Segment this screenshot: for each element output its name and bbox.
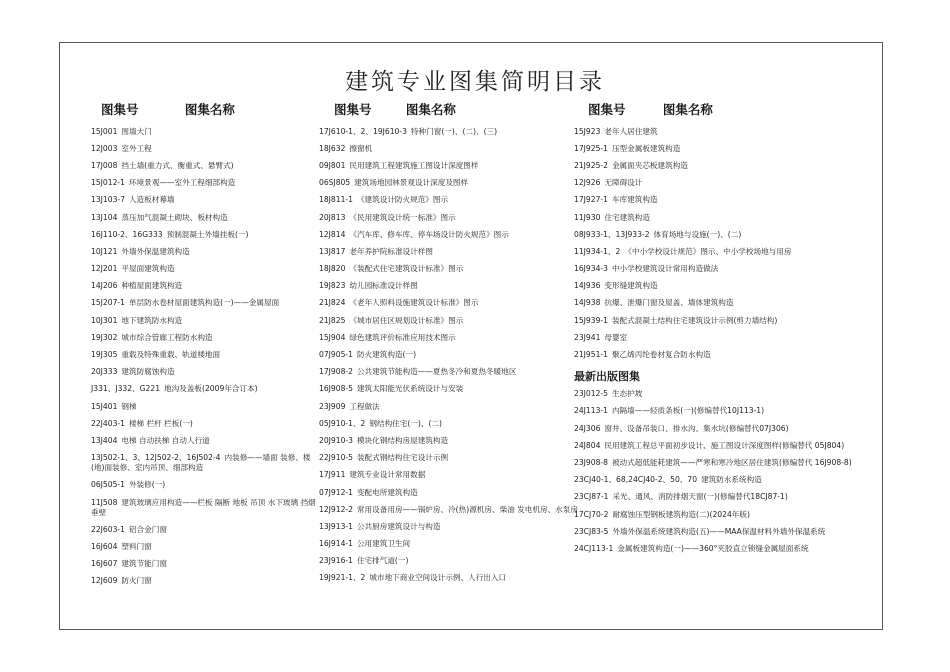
entry-name: 公共建筑节能构造——夏热冬冷和夏热冬暖地区 (356, 367, 517, 377)
column-header (319, 100, 581, 121)
column-2 (319, 100, 581, 587)
entry-list (319, 123, 581, 587)
catalog-entry (91, 123, 321, 140)
entry-code: 15J001 (91, 126, 118, 136)
entry-name: 绿色建筑评价标准应用技术图示 (349, 332, 456, 342)
catalog-entry (319, 467, 581, 484)
catalog-entry (574, 140, 866, 157)
catalog-entry (574, 489, 866, 506)
entry-name: 金属板建筑构造(一)——360°夹胶直立锁缝金属屋面系统 (617, 543, 809, 553)
catalog-entry (319, 123, 581, 140)
catalog-entry (574, 312, 866, 329)
entry-code: 15J207-1 (91, 298, 125, 308)
entry-code: 11J508 (91, 497, 118, 507)
catalog-entry (319, 226, 581, 243)
header-code: 图集号 (588, 102, 626, 117)
catalog-entry (574, 540, 866, 557)
entry-name: 单层防水卷材屋面建筑构造(一)——金属屋面 (128, 298, 280, 308)
entry-code: 23CJ87-1 (574, 492, 609, 502)
entry-code: 12J609 (91, 576, 118, 586)
catalog-entry (91, 329, 321, 346)
catalog-entry (319, 570, 581, 587)
entry-name: 生态护坡 (611, 389, 643, 399)
entry-name: 窗井、设备吊装口、排水沟、集水坑(修编替代07J306) (604, 423, 789, 433)
catalog-entry (91, 415, 321, 432)
catalog-entry (319, 175, 581, 192)
entry-code: 17J610-1、2、19J610-3 (319, 126, 407, 136)
catalog-entry (319, 518, 581, 535)
column-3 (574, 100, 866, 558)
entry-name: 内隔墙——轻质条板(一)(修编替代10J113-1) (611, 406, 765, 416)
catalog-entry (574, 437, 866, 454)
catalog-entry (319, 553, 581, 570)
entry-code: 19J302 (91, 332, 118, 342)
entry-name: 铝合金门窗 (128, 524, 167, 534)
catalog-entry (319, 140, 581, 157)
catalog-entry (319, 346, 581, 363)
page-title: 建筑专业图集简明目录 (345, 69, 605, 95)
entry-code: 10J121 (91, 246, 118, 256)
entry-name: 《汽车库、修车库、停车场设计防火规范》图示 (349, 229, 509, 239)
entry-name: 工程做法 (349, 401, 380, 411)
entry-code: 17J927-1 (574, 195, 608, 205)
catalog-entry (319, 209, 581, 226)
catalog-entry (574, 226, 866, 243)
entry-name: 体育场地与设施(一)、(二) (653, 229, 742, 239)
catalog-entry (574, 278, 866, 295)
entry-code: 16J934-3 (574, 264, 608, 274)
catalog-entry (319, 381, 581, 398)
entry-code: 23J941 (574, 332, 601, 342)
catalog-entry (91, 364, 321, 381)
entry-name: 楼梯 栏杆 栏板(一) (128, 418, 193, 428)
entry-code: 19J823 (319, 281, 346, 291)
catalog-entry (319, 243, 581, 260)
entry-code: 09J801 (319, 160, 346, 170)
catalog-entry (91, 226, 321, 243)
catalog-entry (319, 536, 581, 553)
catalog-entry (574, 295, 866, 312)
entry-name: 塑料门窗 (121, 541, 152, 551)
entry-code: 12J814 (319, 229, 346, 239)
entry-name: 内装修——墙面 装修、楼(地)面装修、室内吊顶、细部构造 (91, 453, 311, 473)
entry-code: 22J910-5 (319, 453, 353, 463)
entry-code: 23CJ83-5 (574, 526, 609, 536)
entry-code: 06SJ805 (319, 178, 351, 188)
entry-code: 15J939-1 (574, 315, 608, 325)
column-header (91, 100, 321, 121)
entry-code: 15J401 (91, 401, 118, 411)
entry-code: 16J914-1 (319, 539, 353, 549)
entry-name: 耐腐蚀压型钢板建筑构造(二)(2024年版) (612, 509, 750, 519)
entry-name: 抗爆、泄爆门窗及屋盖、墙体建筑构造 (604, 298, 734, 308)
entry-code: 06J505-1 (91, 480, 125, 490)
entry-code: 20J813 (319, 212, 346, 222)
catalog-entry (91, 192, 321, 209)
entry-name: 公共厨房建筑设计与构造 (356, 521, 441, 531)
entry-code: 13J502-1、3、12J502-2、16J502-4 (91, 453, 221, 463)
catalog-entry (91, 175, 321, 192)
entry-code: 24J804 (574, 440, 601, 450)
entry-code: 12J912-2 (319, 504, 353, 514)
header-name: 图集名称 (662, 102, 713, 117)
latest-section-heading: 最新出版图集 (574, 369, 640, 383)
catalog-entry (319, 501, 581, 518)
catalog-entry (319, 432, 581, 449)
entry-code: 21J925-2 (574, 160, 608, 170)
entry-code: 17J925-1 (574, 143, 608, 153)
entry-code: 23CJ40-1、68,24CJ40-2、50、70 (574, 475, 698, 485)
entry-name: 擦窗机 (349, 143, 373, 153)
entry-code: 14J936 (574, 281, 601, 291)
entry-name: 常用设备用房——锅炉房、冷(热)源机房、柴油 发电机房、水泵房 (356, 504, 578, 514)
catalog-entry (319, 364, 581, 381)
entry-name: 钢梯 (121, 401, 137, 411)
entry-name: 幼儿园标准设计样图 (349, 281, 418, 291)
catalog-entry (574, 420, 866, 437)
entry-code: 20J910-3 (319, 435, 353, 445)
catalog-entry (319, 261, 581, 278)
entry-code: 14J206 (91, 281, 118, 291)
entry-code: 15J012-1 (91, 178, 125, 188)
catalog-entry (91, 261, 321, 278)
header-code: 图集号 (101, 102, 139, 117)
entry-name: 变配电所建筑构造 (356, 487, 418, 497)
entry-name: 城市综合管廊工程防水构造 (121, 332, 213, 342)
entry-name: 公用建筑卫生间 (356, 539, 411, 549)
entry-code: 12J926 (574, 178, 601, 188)
catalog-entry (574, 472, 866, 489)
catalog-entry (319, 484, 581, 501)
entry-name: 钢结构住宅(一)、(二) (369, 418, 443, 428)
entry-code: 23J916-1 (319, 556, 353, 566)
catalog-entry (91, 346, 321, 363)
header-name: 图集名称 (405, 102, 456, 117)
entry-code: 07J905-1 (319, 350, 353, 360)
entry-code: 24J113-1 (574, 406, 608, 416)
entry-name: 民用建筑工程建筑施工图设计深度图样 (349, 160, 479, 170)
catalog-entry (91, 295, 321, 312)
entry-name: 装配式钢结构住宅设计示例 (356, 453, 449, 463)
entry-code: 07J912-1 (319, 487, 353, 497)
entry-name: 《民用建筑设计统一标准》图示 (349, 212, 456, 222)
catalog-entry (91, 432, 321, 449)
entry-code: 16J607 (91, 559, 118, 569)
entry-name: 聚乙烯丙纶卷材复合防水构造 (611, 350, 711, 360)
entry-name: 中小学校建筑设计常用构造做法 (611, 264, 719, 274)
entry-code: 17J908-2 (319, 367, 353, 377)
entry-name: 外墙外保温系统建筑构造(五)——MAA保温材料外墙外保温系统 (612, 526, 826, 536)
entry-name: 《老年人照料设施建筑设计标准》图示 (349, 298, 479, 308)
entry-code: 19J921-1、2 (319, 573, 366, 583)
entry-code: 13J913-1 (319, 521, 353, 531)
catalog-entry (91, 312, 321, 329)
entry-code: J331、J332、G221 (91, 384, 161, 394)
entry-code: 15J923 (574, 126, 601, 136)
entry-name: 模块化钢结构房屋建筑构造 (356, 435, 449, 445)
entry-name: 预制混凝土外墙挂板(一) (166, 229, 249, 239)
entry-name: 被动式超低能耗建筑——严寒和寒冷地区居住建筑(修编替代 16J908-8) (611, 457, 852, 467)
entry-code: 13J404 (91, 435, 118, 445)
entry-name: 无障碍设计 (604, 178, 643, 188)
entry-name: 挡土墙(重力式、衡重式、悬臂式) (121, 160, 234, 170)
column-header (574, 100, 866, 121)
header-code: 图集号 (334, 102, 372, 117)
entry-name: 采光、通风、消防排烟天窗(一)(修编替代18CJ87-1) (612, 492, 788, 502)
entry-name: 建筑防腐蚀构造 (121, 367, 175, 377)
catalog-entry (91, 278, 321, 295)
entry-name: 《装配式住宅建筑设计标准》图示 (349, 264, 464, 274)
entry-code: 23J012-5 (574, 389, 608, 399)
entry-code: 23J909 (319, 401, 346, 411)
entry-code: 18J811-1 (319, 195, 353, 205)
header-name: 图集名称 (184, 102, 235, 117)
catalog-entry (319, 157, 581, 174)
catalog-entry (91, 477, 321, 494)
entry-code: 17J911 (319, 470, 346, 480)
catalog-entry (319, 329, 581, 346)
catalog-entry (319, 450, 581, 467)
entry-name: 《中小学校设计规范》图示、中小学校场地与用房 (624, 246, 792, 256)
entry-code: 14J938 (574, 298, 601, 308)
entry-code: 08J933-1、13J933-2 (574, 229, 650, 239)
entry-name: 外装修(一) (128, 480, 166, 490)
entry-code: 16J604 (91, 541, 118, 551)
catalog-entry (91, 209, 321, 226)
entry-name: 重载及特殊重载、轨道楼地面 (121, 350, 221, 360)
entry-name: 种植屋面建筑构造 (121, 281, 183, 291)
entry-name: 车库建筑构造 (611, 195, 658, 205)
entry-list (574, 123, 866, 364)
entry-name: 平屋面建筑构造 (121, 264, 175, 274)
entry-name: 装配式混凝土结构住宅建筑设计示例(剪力墙结构) (611, 315, 778, 325)
entry-list (91, 123, 321, 590)
entry-code: 21J951-1 (574, 350, 608, 360)
entry-name: 室外工程 (121, 143, 152, 153)
catalog-entry (574, 192, 866, 209)
latest-entry-list (574, 386, 866, 558)
entry-code: 11J934-1、2 (574, 246, 621, 256)
catalog-entry (574, 403, 866, 420)
catalog-entry (574, 454, 866, 471)
entry-code: 13J104 (91, 212, 118, 222)
entry-code: 21J824 (319, 298, 346, 308)
entry-code: 16J908-5 (319, 384, 353, 394)
entry-code: 17CJ70-2 (574, 509, 609, 519)
entry-name: 特种门窗(一)、(二)、(三) (410, 126, 498, 136)
entry-code: 22J403-1 (91, 418, 125, 428)
entry-code: 24CJ113-1 (574, 543, 614, 553)
catalog-entry (319, 192, 581, 209)
entry-name: 老年人居住建筑 (604, 126, 658, 136)
entry-name: 电梯 自动扶梯 自动人行道 (121, 435, 210, 445)
catalog-entry (91, 140, 321, 157)
catalog-entry (91, 573, 321, 590)
entry-name: 建筑防水系统构造 (701, 475, 762, 485)
entry-name: 《建筑设计防火规范》图示 (356, 195, 449, 205)
catalog-entry (91, 157, 321, 174)
entry-name: 母婴室 (604, 332, 628, 342)
entry-name: 城市地下商业空间设计示例、人行出入口 (369, 573, 507, 583)
entry-code: 13J817 (319, 246, 346, 256)
catalog-entry (574, 123, 866, 140)
entry-name: 建筑太阳能光伏系统设计与安装 (356, 384, 464, 394)
entry-code: 16J110-2、16G333 (91, 229, 163, 239)
catalog-entry (91, 556, 321, 573)
catalog-entry (574, 346, 866, 363)
entry-code: 17J008 (91, 160, 118, 170)
entry-code: 22J603-1 (91, 524, 125, 534)
entry-name: 金属面夹芯板建筑构造 (611, 160, 688, 170)
entry-name: 外墙外保温建筑构造 (121, 246, 190, 256)
catalog-entry (574, 506, 866, 523)
entry-code: 24J306 (574, 423, 601, 433)
entry-name: 民用建筑工程总平面初步设计、施工图设计深度图样(修编替代 05J804) (604, 440, 845, 450)
entry-name: 地下建筑防水构造 (121, 315, 183, 325)
catalog-entry (91, 243, 321, 260)
entry-name: 变形缝建筑构造 (604, 281, 658, 291)
entry-code: 15J904 (319, 332, 346, 342)
entry-code: 18J632 (319, 143, 346, 153)
entry-code: 19J305 (91, 350, 118, 360)
entry-name: 环境景观——室外工程细部构造 (128, 178, 236, 188)
entry-code: 05J910-1、2 (319, 418, 366, 428)
catalog-entry (574, 175, 866, 192)
entry-code: 10J301 (91, 315, 118, 325)
catalog-entry (319, 278, 581, 295)
catalog-entry (319, 295, 581, 312)
entry-code: 23J908-8 (574, 457, 608, 467)
catalog-entry (91, 538, 321, 555)
entry-name: 蒸压加气混凝土砌块、板材构造 (121, 212, 228, 222)
entry-code: 21J825 (319, 315, 346, 325)
catalog-entry (91, 521, 321, 538)
entry-name: 防火建筑构造(一) (356, 350, 417, 360)
entry-code: 20J333 (91, 367, 118, 377)
entry-name: 建筑玻璃应用构造——栏板 隔断 地板 吊顶 水下玻璃 挡烟垂壁 (91, 497, 316, 517)
catalog-entry (574, 157, 866, 174)
catalog-entry (574, 261, 866, 278)
catalog-entry (91, 450, 321, 477)
entry-code: 13J103-7 (91, 195, 125, 205)
catalog-entry (574, 209, 866, 226)
catalog-entry (91, 398, 321, 415)
catalog-entry (319, 415, 581, 432)
entry-name: 《城市居住区规划设计标准》图示 (349, 315, 464, 325)
entry-name: 建筑节能门窗 (121, 559, 167, 569)
entry-name: 压型金属板建筑构造 (611, 143, 681, 153)
entry-code: 18J820 (319, 264, 346, 274)
catalog-entry (319, 312, 581, 329)
entry-name: 住宅建筑构造 (604, 212, 650, 222)
catalog-entry (319, 398, 581, 415)
entry-code: 12J003 (91, 143, 118, 153)
entry-name: 防火门窗 (121, 576, 152, 586)
entry-name: 地沟及盖板(2009年合订本) (164, 384, 258, 394)
catalog-entry (574, 523, 866, 540)
entry-name: 建筑场地园林景观设计深度及图样 (354, 178, 469, 188)
entry-name: 围墙大门 (121, 126, 152, 136)
entry-name: 住宅排气道(一) (356, 556, 409, 566)
catalog-entry (574, 329, 866, 346)
entry-name: 老年养护院标准设计样图 (349, 246, 433, 256)
catalog-entry (91, 381, 321, 398)
column-1 (91, 100, 321, 590)
catalog-entry (574, 386, 866, 403)
entry-name: 人造板材幕墙 (128, 195, 175, 205)
entry-code: 12J201 (91, 264, 118, 274)
entry-name: 建筑专业设计常用数据 (349, 470, 426, 480)
entry-code: 11J930 (574, 212, 601, 222)
catalog-entry (91, 494, 321, 521)
catalog-entry (574, 243, 866, 260)
